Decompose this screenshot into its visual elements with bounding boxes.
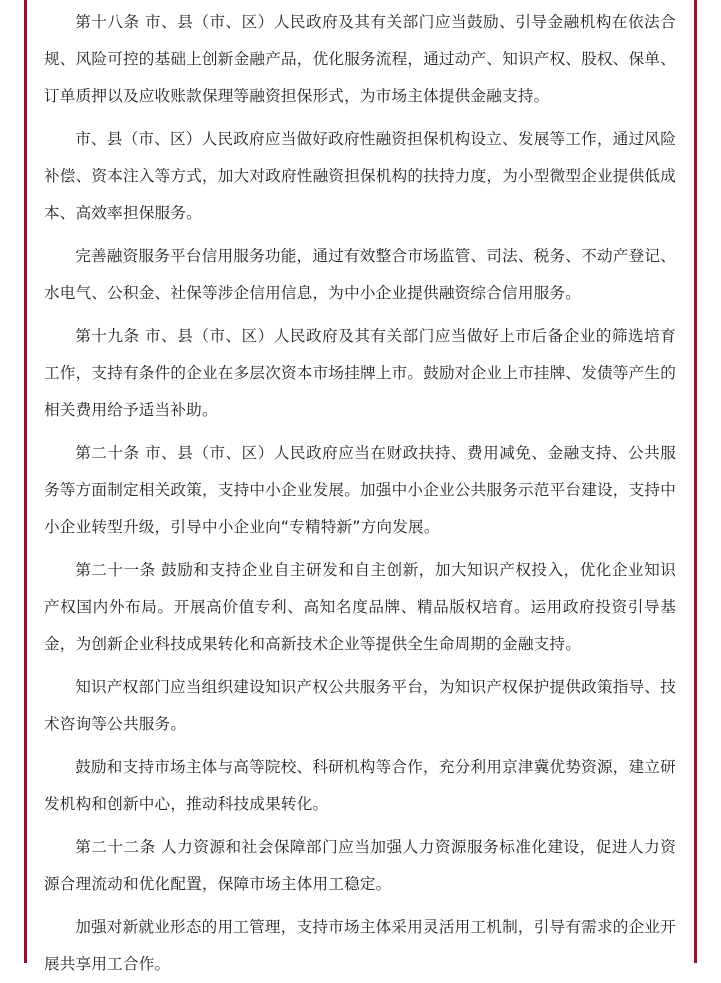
- paragraph-article-18: 第十八条 市、县（市、区）人民政府及其有关部门应当鼓励、引导金融机构在依法合规、风险可控的基础上创新金融产品，优化服务流程，通过动产、知识产权、股权、保单、订单质押以及应收账款保理等融资担保形式，为市场主体提供金融支持。: [44, 13, 676, 105]
- page-border-left: [24, 0, 27, 963]
- page-border-right: [694, 0, 697, 963]
- paragraph-ip-service-platform: 知识产权部门应当组织建设知识产权公共服务平台，为知识产权保护提供政策指导、技术咨询等公共服务。: [44, 678, 676, 733]
- article-body: [44, 0, 676, 983]
- paragraph-guarantee-institutions: 市、县（市、区）人民政府应当做好政府性融资担保机构设立、发展等工作，通过风险补偿、资本注入等方式，加大对政府性融资担保机构的扶持力度，为小型微型企业提供低成本、高效率担保服务。: [44, 130, 676, 222]
- paragraph-article-21: 第二十一条 鼓励和支持企业自主研发和自主创新，加大知识产权投入，优化企业知识产权国内外布局。开展高价值专利、高知名度品牌、精品版权培育。运用政府投资引导基金，为创新企业科技成果转化和高新技术企业等提供全生命周期的金融支持。: [44, 561, 676, 653]
- paragraph-article-19: 第十九条 市、县（市、区）人民政府及其有关部门应当做好上市后备企业的筛选培育工作，支持有条件的企业在多层次资本市场挂牌上市。鼓励对企业上市挂牌、发债等产生的相关费用给予适当补助。: [44, 327, 676, 419]
- paragraph-article-20: 第二十条 市、县（市、区）人民政府应当在财政扶持、费用减免、金融支持、公共服务等方面制定相关政策，支持中小企业发展。加强中小企业公共服务示范平台建设，支持中小企业转型升级，引导中小企业向“专精特新”方向发展。: [44, 444, 676, 536]
- paragraph-research-cooperation: 鼓励和支持市场主体与高等院校、科研机构等合作，充分利用京津冀优势资源，建立研发机构和创新中心，推动科技成果转化。: [44, 758, 676, 813]
- paragraph-flexible-employment: 加强对新就业形态的用工管理，支持市场主体采用灵活用工机制，引导有需求的企业开展共享用工合作。: [44, 918, 676, 973]
- paragraph-article-22: 第二十二条 人力资源和社会保障部门应当加强人力资源服务标准化建设，促进人力资源合理流动和优化配置，保障市场主体用工稳定。: [44, 838, 676, 893]
- paragraph-credit-platform: 完善融资服务平台信用服务功能，通过有效整合市场监管、司法、税务、不动产登记、水电气、公积金、社保等涉企信用信息，为中小企业提供融资综合信用服务。: [44, 247, 676, 302]
